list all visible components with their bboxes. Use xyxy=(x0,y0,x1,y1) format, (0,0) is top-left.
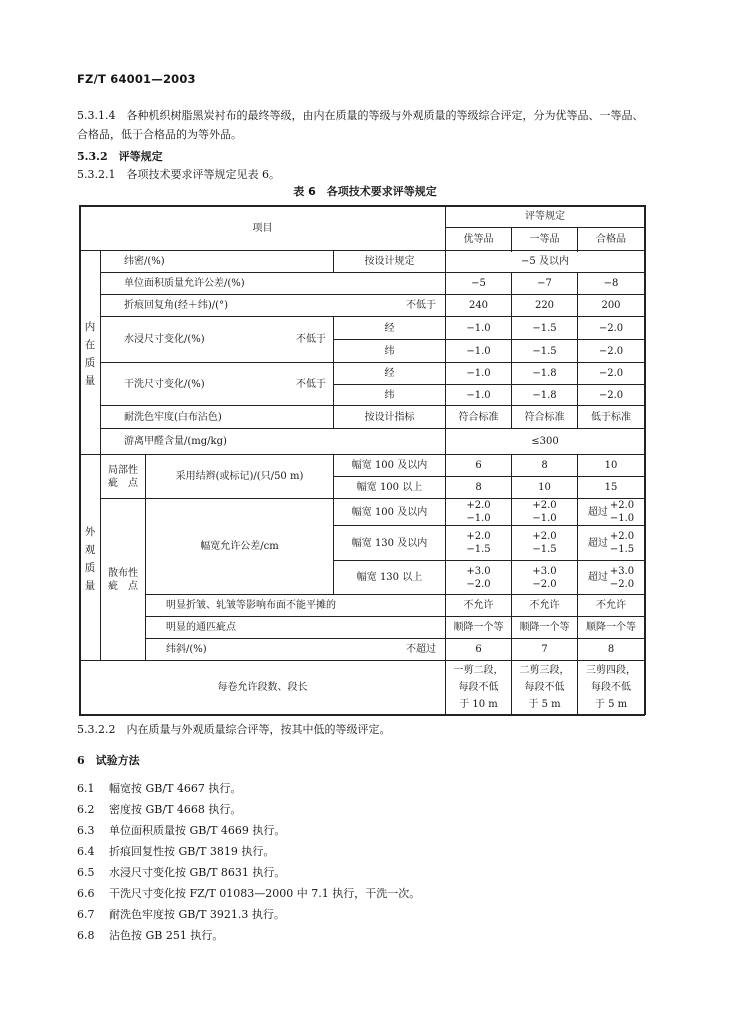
scattered-r2-v2: +2.0 −1.5 xyxy=(532,531,557,555)
row-dry-warp-v2: −1.8 xyxy=(532,368,557,379)
section-5-3-2-1: 5.3.2.1 各项技术要求评等规定见表 6。 xyxy=(77,168,280,181)
method-text: 折痕回复性按 GB/T 3819 执行。 xyxy=(109,845,275,858)
row-water-weft-v1: −1.0 xyxy=(466,345,491,357)
scattered-r3-v1: +3.0 −2.0 xyxy=(466,565,491,590)
row-mass-label: 单位面积质量允许公差/(%) xyxy=(124,278,245,289)
row-formaldehyde-merged: ≤300 xyxy=(531,436,559,447)
method-text: 密度按 GB/T 4668 执行。 xyxy=(109,803,242,816)
row-formaldehyde-label: 游离甲醛含量/(mg/kg) xyxy=(124,436,227,447)
row-colorfast-mid: 按设计指标 xyxy=(364,411,415,423)
row-water-warp-v1: −1.0 xyxy=(466,322,491,334)
scattered-defect-label: 散布性 疵 点 xyxy=(108,567,138,592)
row-dry-weft-sub: 纬 xyxy=(384,389,395,401)
row-recovery-v1: 240 xyxy=(468,300,489,311)
method-text: 干洗尺寸变化按 FZ/T 01083—2000 中 7.1 执行，干洗一次。 xyxy=(109,887,421,900)
scattered-r1-width: 幅宽 100 及以内 xyxy=(351,506,428,518)
scattered-r2-v1: +2.0 −1.5 xyxy=(466,531,491,555)
row-wrinkle-v2: 不允许 xyxy=(529,600,560,611)
row-segments-v2: 二剪三段， 每段不低 于 5 m xyxy=(519,665,570,710)
header-grade-premium: 优等品 xyxy=(463,233,494,245)
row-wrinkle-v1: 不允许 xyxy=(463,600,494,611)
section-5-3-2 xyxy=(77,148,163,164)
row-water-weft-v3: −2.0 xyxy=(598,345,624,357)
header-grade-qualified: 合格品 xyxy=(596,233,626,245)
row-defect-v1: 顺降一个等 xyxy=(453,622,504,633)
row-dry-warp-v3: −2.0 xyxy=(598,368,624,379)
row-dry-warp-sub: 经 xyxy=(384,368,395,379)
method-6-2 xyxy=(77,801,241,817)
method-6-8 xyxy=(77,927,223,943)
row-water-cond: 不低于 xyxy=(296,334,326,345)
header-item: 项目 xyxy=(252,222,273,234)
method-text: 水浸尺寸变化按 GB/T 8631 执行。 xyxy=(109,866,286,879)
method-6-6 xyxy=(77,885,420,901)
row-recovery-cond: 不低于 xyxy=(406,300,436,311)
scattered-defect-desc: 幅宽允许公差/cm xyxy=(200,541,279,552)
row-dry-weft-v3: −2.0 xyxy=(598,389,624,401)
row-colorfast-label: 耐洗色牢度(白布沾色) xyxy=(124,411,222,423)
method-number: 6.1 xyxy=(77,782,95,795)
method-6-7 xyxy=(77,906,285,922)
table-caption: 表 6 各项技术要求评等规定 xyxy=(293,185,437,198)
method-6-4 xyxy=(77,843,274,859)
row-dry-warp-v1: −1.0 xyxy=(466,368,491,379)
document-code: FZ/T 64001—2003 xyxy=(77,72,196,86)
row-weft-density-mid: 按设计规定 xyxy=(364,256,415,267)
method-6-1 xyxy=(77,780,241,796)
row-water-warp-sub: 经 xyxy=(384,322,395,334)
local-r2-width: 幅宽 100 以上 xyxy=(356,482,423,493)
header-grading: 评等规定 xyxy=(525,211,565,222)
section-6 xyxy=(77,752,140,768)
row-segments-v1: 一剪二段， 每段不低 于 10 m xyxy=(453,665,504,710)
method-number: 6.8 xyxy=(77,929,95,942)
scattered-r3-width: 幅宽 130 以上 xyxy=(356,572,423,583)
method-text: 沾色按 GB 251 执行。 xyxy=(109,929,224,942)
local-r1-width: 幅宽 100 及以内 xyxy=(351,460,428,471)
row-segments-v3: 三剪四段， 每段不低 于 5 m xyxy=(586,665,636,710)
row-dry-weft-v1: −1.0 xyxy=(466,389,491,401)
row-mass-v1: −5 xyxy=(471,278,486,289)
scattered-r1-v2: +2.0 −1.0 xyxy=(532,500,557,524)
row-skew-v1: 6 xyxy=(475,644,482,655)
local-defect-desc: 采用结辫(或标记)/(只/50 m) xyxy=(175,471,304,482)
section-5-3-2-title: 5.3.2 评等规定 xyxy=(77,150,163,163)
scattered-r3-v3: 超过 +3.0 −2.0 xyxy=(587,565,635,590)
method-number: 6.4 xyxy=(77,845,95,858)
local-defect-label: 局部性 疵 点 xyxy=(108,464,138,489)
paragraph-5-3-1-4: 5.3.1.4 各种机织树脂黑炭衬布的最终等级，由内在质量的等级与外观质量的等级综合评定，分为优等品、一等品、合格品，低于合格品的为等外品。 xyxy=(77,109,644,141)
row-water-warp-v3: −2.0 xyxy=(598,322,624,334)
row-dry-weft-v2: −1.8 xyxy=(532,389,557,401)
method-text: 单位面积质量按 GB/T 4669 执行。 xyxy=(109,824,286,837)
row-skew-v3: 8 xyxy=(607,644,615,655)
local-r1-v3: 10 xyxy=(604,460,618,471)
row-water-warp-v2: −1.5 xyxy=(532,322,557,334)
row-colorfast-v2: 符合标准 xyxy=(524,411,565,423)
row-recovery-v3: 200 xyxy=(601,300,621,311)
scattered-r1-v1: +2.0 −1.0 xyxy=(466,500,491,524)
row-wrinkle-v3: 不允许 xyxy=(596,600,626,611)
header-grade-first: 一等品 xyxy=(529,233,560,245)
local-r2-v3: 15 xyxy=(604,482,618,493)
scattered-r2-v3: 超过 +2.0 −1.5 xyxy=(587,531,635,555)
row-defect-v3: 顺降一个等 xyxy=(586,622,636,633)
row-weft-density-label: 纬密/(%) xyxy=(124,256,165,267)
row-skew-v2: 7 xyxy=(541,644,548,655)
method-number: 6.3 xyxy=(77,824,95,837)
row-mass-v3: −8 xyxy=(603,278,619,289)
inner-quality-label: 内 在 质 量 xyxy=(84,321,96,387)
method-text: 幅宽按 GB/T 4667 执行。 xyxy=(109,782,242,795)
row-defect-label: 明显的通匹疵点 xyxy=(166,622,236,633)
row-skew-label: 纬斜/(%) xyxy=(166,644,207,655)
row-colorfast-v3: 低于标准 xyxy=(591,411,631,423)
method-number: 6.7 xyxy=(77,908,95,921)
row-skew-cond: 不超过 xyxy=(406,644,436,655)
scattered-r3-v2: +3.0 −2.0 xyxy=(532,565,557,590)
scattered-r2-width: 幅宽 130 及以内 xyxy=(351,537,428,549)
row-water-weft-v2: −1.5 xyxy=(532,345,557,357)
row-colorfast-v1: 符合标准 xyxy=(458,411,499,423)
row-weft-density-merged: −5 及以内 xyxy=(521,256,569,267)
method-6-3 xyxy=(77,822,285,838)
local-r1-v1: 6 xyxy=(475,460,482,471)
row-dry-label: 干洗尺寸变化/(%) xyxy=(124,378,205,390)
local-r2-v2: 10 xyxy=(538,482,551,493)
paragraph-5-3-2-2: 5.3.2.2 内在质量与外观质量综合评等，按其中低的等级评定。 xyxy=(77,723,391,736)
row-wrinkle-label: 明显折皱、轧皱等影响布面不能平摊的 xyxy=(166,600,336,611)
row-water-label: 水浸尺寸变化/(%) xyxy=(124,334,205,345)
scattered-r1-v3: 超过 +2.0 −1.0 xyxy=(587,500,635,524)
method-number: 6.2 xyxy=(77,803,95,816)
row-water-weft-sub: 纬 xyxy=(384,345,395,357)
local-r2-v1: 8 xyxy=(475,482,482,493)
row-dry-cond: 不低于 xyxy=(296,378,326,390)
row-defect-v2: 顺降一个等 xyxy=(519,622,570,633)
row-recovery-label: 折痕回复角(经＋纬)/(°) xyxy=(124,300,228,311)
row-mass-v2: −7 xyxy=(537,278,552,289)
row-segments-label: 每卷允许段数、段长 xyxy=(217,682,308,693)
method-text: 耐洗色牢度按 GB/T 3921.3 执行。 xyxy=(109,908,285,921)
method-number: 6.5 xyxy=(77,866,95,879)
section-6-title: 6 试验方法 xyxy=(77,754,140,767)
method-number: 6.6 xyxy=(77,887,95,900)
outer-quality-label: 外 观 质 量 xyxy=(84,526,96,592)
local-r1-v2: 8 xyxy=(541,460,548,471)
row-recovery-v2: 220 xyxy=(534,300,555,311)
method-6-5 xyxy=(77,864,285,880)
